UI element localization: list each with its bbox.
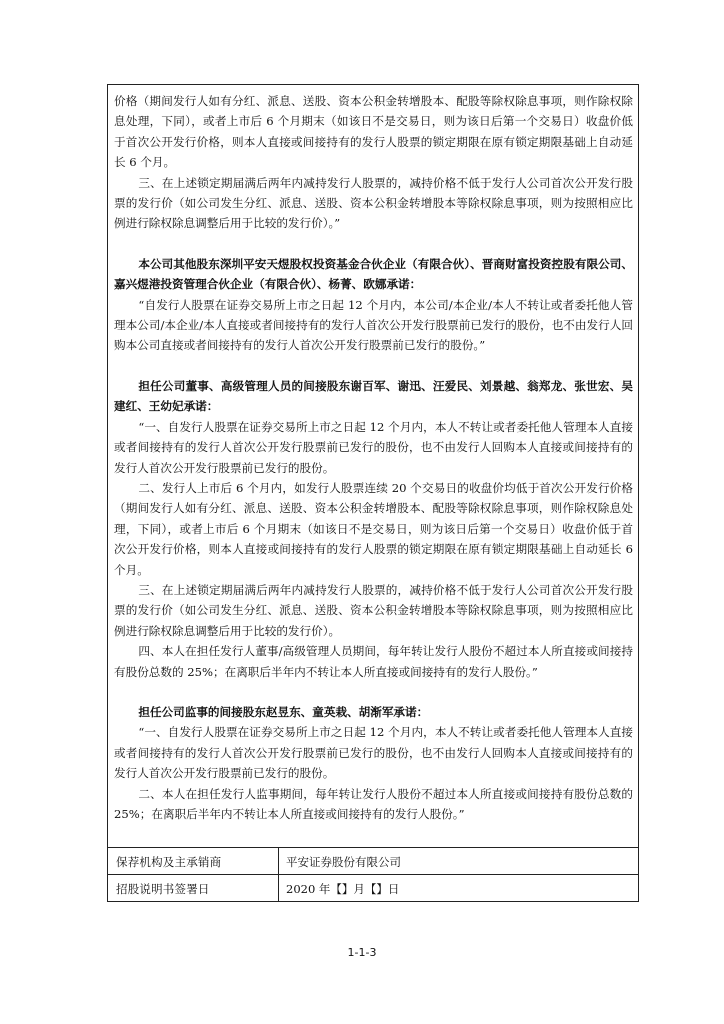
paragraph: 三、在上述锁定期届满后两年内减持发行人股票的，减持价格不低于发行人公司首次公开发行股票的发行价（如公司发生分红、派息、送股、资本公积金转增股本等除权除息事项，则为按照相应比例进行除权除息调整后用于比较的发行价）。 — [114, 582, 633, 638]
column-divider — [278, 848, 279, 874]
paragraph: 三、在上述锁定期届满后两年内减持发行人股票的，减持价格不低于发行人公司首次公开发行股票的发行价（如公司发生分红、派息、送股、资本公积金转增股本等除权除息事项，则为按照相应比例进行除权除息调整后用于比较的发行价）。” — [114, 175, 633, 231]
paragraph: 四、本人在担任发行人董事/高级管理人员期间，每年转让发行人股份不超过本人所直接或间接持有股份总数的 25%；在离职后半年内不转让本人所直接或间接持有的发行人股份。” — [114, 644, 633, 679]
row-value: 平安证券股份有限公司 — [286, 855, 401, 869]
paragraph: “一、自发行人股票在证券交易所上市之日起 12 个月内，本人不转让或者委托他人管理本人直接或者间接持有的发行人首次公开发行股票前已发行的股份，也不由发行人回购本人直接或间接持有的发行人首次公开发行股票前已发行的股份。 — [114, 725, 633, 781]
column-divider — [278, 875, 279, 901]
section-heading: 本公司其他股东深圳平安天煜股权投资基金合伙企业（有限合伙）、晋商财富投资控股有限公司、嘉兴煜港投资管理合伙企业（有限合伙）、杨菁、欧娜承诺： — [114, 256, 633, 292]
table-row — [108, 847, 638, 874]
section-heading: 担任公司董事、高级管理人员的间接股东谢百军、谢迅、汪爱民、刘景越、翁郑龙、张世宏、吴建红、王幼妃承诺： — [114, 378, 633, 414]
page-number: 1-1-3 — [347, 946, 377, 959]
paragraph: 价格（期间发行人如有分红、派息、送股、资本公积金转增股本、配股等除权除息事项，则作除权除息处理，下同），或者上市后 6 个月期末（如该日不是交易日，则为该日后第一个交易日）收盘价低于首次公开发行价格，则本人直接或间接持有的发行人股票的锁定期限在原有锁定期限基础上自动延长 6 个月。 — [114, 94, 633, 170]
paragraph: “一、自发行人股票在证券交易所上市之日起 12 个月内，本人不转让或者委托他人管理本人直接或者间接持有的发行人首次公开发行股票前已发行的股份，也不由发行人回购本人直接或间接持有的发行人首次公开发行股票前已发行的股份。 — [114, 419, 633, 475]
row-value: 2020 年【】月【】日 — [286, 882, 400, 896]
table-row — [108, 874, 638, 901]
row-label: 招股说明书签署日 — [116, 882, 210, 896]
paragraph: 二、发行人上市后 6 个月内，如发行人股票连续 20 个交易日的收盘价均低于首次公开发行价格（期间发行人如有分红、派息、送股、资本公积金转增股本、配股等除权除息事项，则作除权除息处理，下同），或者上市后 6 个月期末（如该日不是交易日，则为该日后第一个交易日）收盘价低于首次公开发行价格，则本人直接或间接持有的发行人股票的锁定期限在原有锁定期限基础上自动延长 6 个月。 — [114, 480, 633, 577]
commitment-text-cell — [108, 85, 638, 847]
row-label: 保荐机构及主承销商 — [116, 855, 222, 869]
paragraph: “自发行人股票在证券交易所上市之日起 12 个月内，本公司/本企业/本人不转让或者委托他人管理本公司/本企业/本人直接或者间接持有的发行人首次公开发行股票前已发行的股份，也不由发行人回购本公司直接或者间接持有的发行人首次公开发行股票前已发行的股份。” — [114, 297, 633, 353]
section-heading: 担任公司监事的间接股东赵昱东、童英栽、胡渐军承诺： — [138, 704, 429, 719]
document-table — [107, 84, 639, 902]
paragraph: 二、本人在担任发行人监事期间，每年转让发行人股份不超过本人所直接或间接持有股份总数的 25%；在离职后半年内不转让本人所直接或间接持有的发行人股份。” — [114, 786, 633, 821]
